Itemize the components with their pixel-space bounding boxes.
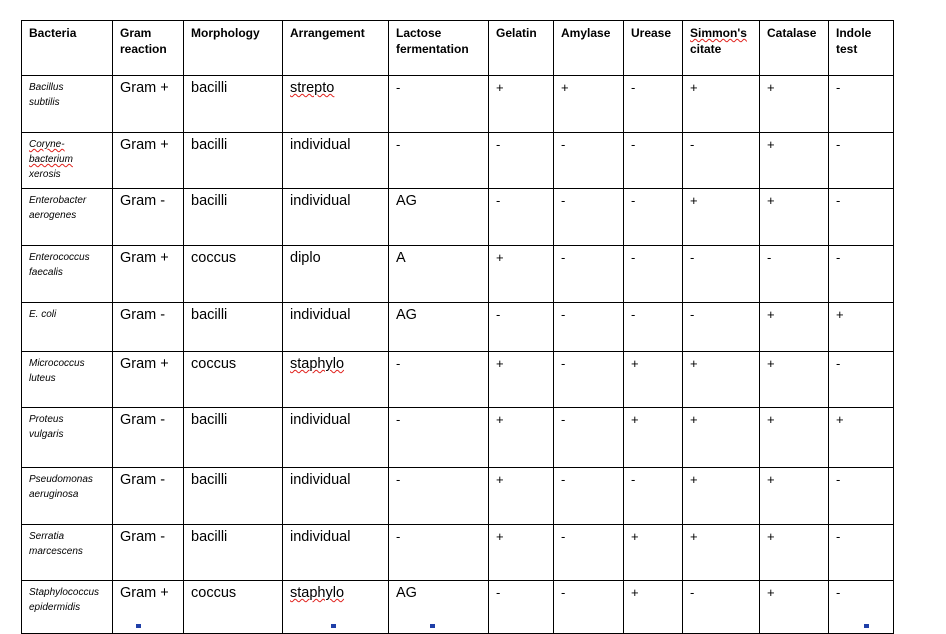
table-row <box>22 581 894 634</box>
gelatin-cell: - <box>489 303 554 352</box>
urease-cell: + <box>624 408 683 468</box>
header-amylase: Amylase <box>554 21 624 76</box>
table-row <box>22 76 894 133</box>
citrate-cell: + <box>683 468 760 525</box>
lactose-cell: - <box>389 525 489 581</box>
column-resize-handle[interactable] <box>864 624 869 628</box>
urease-cell: - <box>624 246 683 303</box>
lactose-cell: - <box>389 133 489 189</box>
catalase-cell: + <box>760 303 829 352</box>
header-morphology: Morphology <box>184 21 283 76</box>
indole-cell: - <box>829 246 894 303</box>
gram-reaction-cell: Gram + <box>113 352 184 408</box>
arrangement-cell: individual <box>283 468 389 525</box>
indole-cell: - <box>829 133 894 189</box>
bacteria-name: E. coli <box>22 303 113 352</box>
header-catalase: Catalase <box>760 21 829 76</box>
lactose-cell: AG <box>389 189 489 246</box>
citrate-cell: + <box>683 352 760 408</box>
lactose-cell: AG <box>389 303 489 352</box>
urease-cell: - <box>624 189 683 246</box>
amylase-cell: - <box>554 525 624 581</box>
gelatin-cell: + <box>489 408 554 468</box>
gram-reaction-cell: Gram + <box>113 246 184 303</box>
indole-cell: - <box>829 189 894 246</box>
bacteria-name: Coryne- bacterium xerosis <box>22 133 113 189</box>
urease-cell: + <box>624 352 683 408</box>
amylase-cell: - <box>554 303 624 352</box>
arrangement-cell: individual <box>283 525 389 581</box>
table-row <box>22 189 894 246</box>
catalase-cell: + <box>760 133 829 189</box>
header-bacteria: Bacteria <box>22 21 113 76</box>
bacteria-name: Staphylococcus epidermidis <box>22 581 113 634</box>
amylase-cell: - <box>554 246 624 303</box>
catalase-cell: + <box>760 352 829 408</box>
morphology-cell: bacilli <box>184 76 283 133</box>
urease-cell: - <box>624 76 683 133</box>
gelatin-cell: + <box>489 525 554 581</box>
arrangement-cell: individual <box>283 133 389 189</box>
header-lactose-fermentation: Lactose fermentation <box>389 21 489 76</box>
gram-reaction-cell: Gram - <box>113 189 184 246</box>
catalase-cell: + <box>760 468 829 525</box>
amylase-cell: - <box>554 189 624 246</box>
urease-cell: - <box>624 303 683 352</box>
gram-reaction-cell: Gram - <box>113 408 184 468</box>
lactose-cell: - <box>389 408 489 468</box>
arrangement-cell: individual <box>283 408 389 468</box>
arrangement-cell: strepto <box>283 76 389 133</box>
gram-reaction-cell: Gram - <box>113 468 184 525</box>
citrate-cell: - <box>683 303 760 352</box>
lactose-cell: AG <box>389 581 489 634</box>
table-row <box>22 525 894 581</box>
column-resize-handle[interactable] <box>331 624 336 628</box>
gelatin-cell: - <box>489 581 554 634</box>
table-row <box>22 352 894 408</box>
table-row <box>22 468 894 525</box>
table-row <box>22 303 894 352</box>
arrangement-cell: diplo <box>283 246 389 303</box>
bacteria-name: Bacillus subtilis <box>22 76 113 133</box>
catalase-cell: + <box>760 408 829 468</box>
amylase-cell: - <box>554 581 624 634</box>
bacteria-test-table <box>21 20 894 634</box>
catalase-cell: + <box>760 189 829 246</box>
table-row <box>22 133 894 189</box>
indole-cell: + <box>829 408 894 468</box>
gram-reaction-cell: Gram + <box>113 133 184 189</box>
gelatin-cell: + <box>489 76 554 133</box>
catalase-cell: + <box>760 581 829 634</box>
morphology-cell: coccus <box>184 246 283 303</box>
header-simmons-citrate: Simmon's citate <box>683 21 760 76</box>
arrangement-cell: individual <box>283 303 389 352</box>
header-urease: Urease <box>624 21 683 76</box>
catalase-cell: + <box>760 525 829 581</box>
citrate-cell: + <box>683 189 760 246</box>
amylase-cell: - <box>554 133 624 189</box>
table-row <box>22 246 894 303</box>
bacteria-name: Enterococcus faecalis <box>22 246 113 303</box>
morphology-cell: coccus <box>184 352 283 408</box>
gelatin-cell: + <box>489 352 554 408</box>
morphology-cell: bacilli <box>184 468 283 525</box>
lactose-cell: - <box>389 352 489 408</box>
arrangement-cell: staphylo <box>283 352 389 408</box>
header-indole-test: Indole test <box>829 21 894 76</box>
gram-reaction-cell: Gram - <box>113 303 184 352</box>
urease-cell: - <box>624 468 683 525</box>
indole-cell: + <box>829 303 894 352</box>
column-resize-handle[interactable] <box>136 624 141 628</box>
morphology-cell: bacilli <box>184 525 283 581</box>
citrate-cell: - <box>683 246 760 303</box>
citrate-cell: + <box>683 408 760 468</box>
morphology-cell: bacilli <box>184 408 283 468</box>
header-row <box>22 21 894 76</box>
amylase-cell: + <box>554 76 624 133</box>
lactose-cell: A <box>389 246 489 303</box>
gelatin-cell: - <box>489 133 554 189</box>
indole-cell: - <box>829 581 894 634</box>
gelatin-cell: + <box>489 246 554 303</box>
gram-reaction-cell: Gram + <box>113 76 184 133</box>
table-row <box>22 408 894 468</box>
lactose-cell: - <box>389 468 489 525</box>
lactose-cell: - <box>389 76 489 133</box>
gram-reaction-cell: Gram - <box>113 525 184 581</box>
citrate-cell: - <box>683 133 760 189</box>
morphology-cell: bacilli <box>184 303 283 352</box>
citrate-cell: + <box>683 525 760 581</box>
bacteria-name: Enterobacter aerogenes <box>22 189 113 246</box>
bacteria-name: Serratia marcescens <box>22 525 113 581</box>
urease-cell: - <box>624 133 683 189</box>
morphology-cell: bacilli <box>184 189 283 246</box>
urease-cell: + <box>624 525 683 581</box>
bacteria-name: Proteus vulgaris <box>22 408 113 468</box>
bacteria-name: Micrococcus luteus <box>22 352 113 408</box>
gelatin-cell: + <box>489 468 554 525</box>
indole-cell: - <box>829 525 894 581</box>
morphology-cell: bacilli <box>184 133 283 189</box>
header-gram-reaction: Gram reaction <box>113 21 184 76</box>
header-arrangement: Arrangement <box>283 21 389 76</box>
gram-reaction-cell: Gram + <box>113 581 184 634</box>
amylase-cell: - <box>554 468 624 525</box>
citrate-cell: + <box>683 76 760 133</box>
amylase-cell: - <box>554 352 624 408</box>
arrangement-cell: individual <box>283 189 389 246</box>
indole-cell: - <box>829 352 894 408</box>
gelatin-cell: - <box>489 189 554 246</box>
header-gelatin: Gelatin <box>489 21 554 76</box>
amylase-cell: - <box>554 408 624 468</box>
catalase-cell: - <box>760 246 829 303</box>
urease-cell: + <box>624 581 683 634</box>
morphology-cell: coccus <box>184 581 283 634</box>
bacteria-name: Pseudomonas aeruginosa <box>22 468 113 525</box>
citrate-cell: - <box>683 581 760 634</box>
catalase-cell: + <box>760 76 829 133</box>
indole-cell: - <box>829 76 894 133</box>
arrangement-cell: staphylo <box>283 581 389 634</box>
indole-cell: - <box>829 468 894 525</box>
column-resize-handle[interactable] <box>430 624 435 628</box>
